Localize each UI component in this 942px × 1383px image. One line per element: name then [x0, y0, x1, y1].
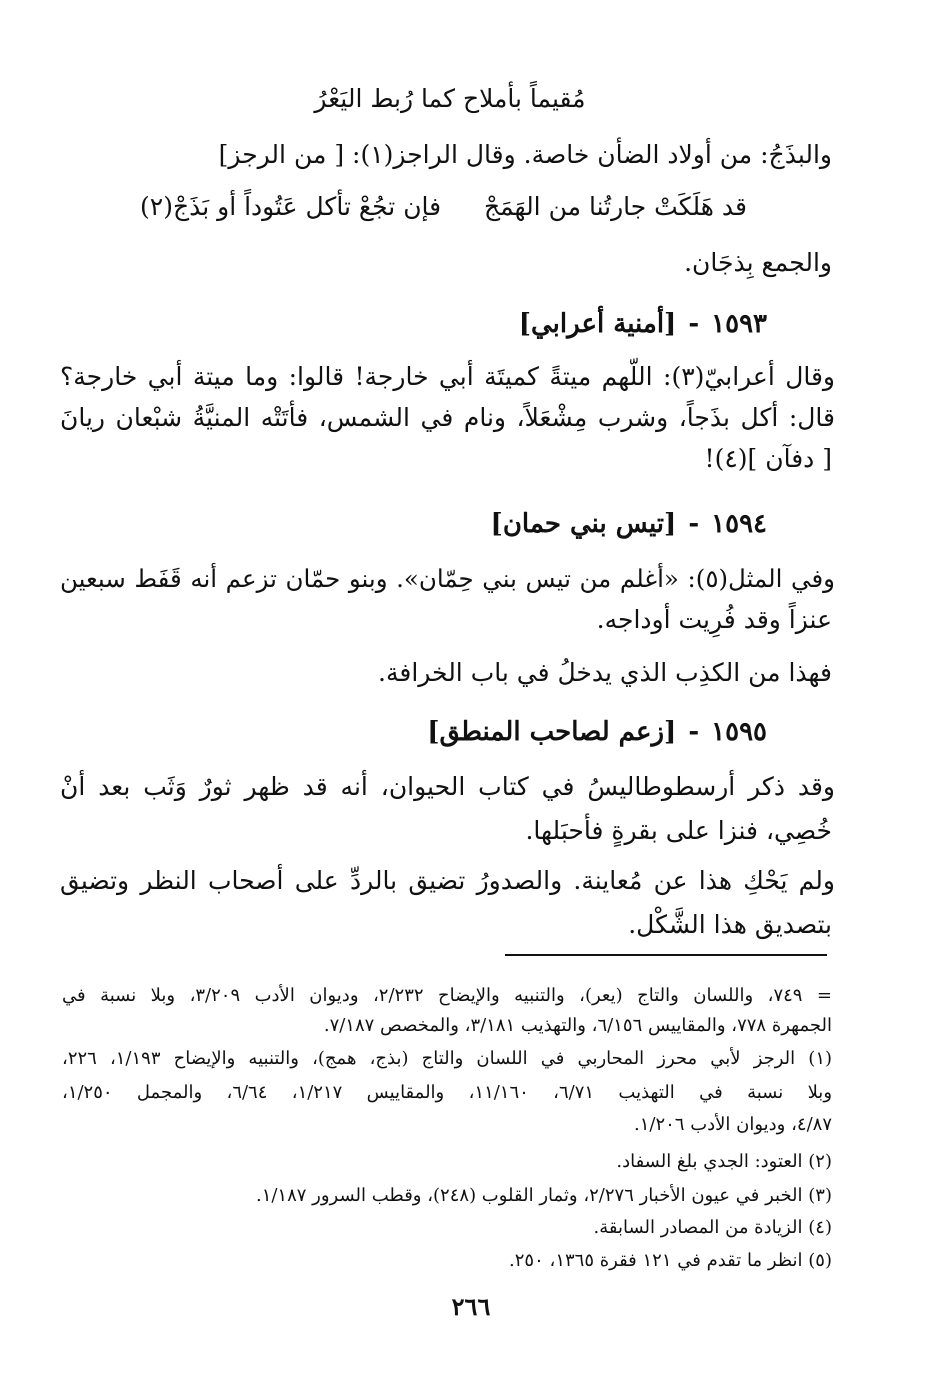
paragraph-line: ولم يَحْكِ هذا عن مُعاينة. والصدورُ تضيق بالردِّ على أصحاب النظر وتضيق: [60, 866, 835, 895]
section-title: [أمنية أعرابي]: [518, 309, 677, 339]
section-dash: -: [688, 309, 700, 339]
paragraph-line: وفي المثل(٥): «أغلم من تيس بني حِمّان». وبنو حمّان تزعم أنه قَفَط سبعين: [60, 564, 835, 593]
paragraph-line: عنزاً وقد فُرِيت أوداجه.: [596, 605, 832, 634]
section-title: [زعم لصاحب المنطق]: [427, 717, 677, 747]
footnote-line: (٥) انظر ما تقدم في ١٢١ فقرة ١٣٦٥، ٢٥٠.: [509, 1250, 832, 1271]
footnote-line: ٤/٨٧، وديوان الأدب ١/٢٠٦.: [633, 1114, 832, 1135]
verse-hemistich-first: قد هَلَكَتْ جارتُنا من الهَمَجْ: [483, 192, 747, 221]
paragraph-line: خُصِي، فنزا على بقرةٍ فأحبَلها.: [525, 816, 832, 845]
paragraph-line: فهذا من الكذِب الذي يدخلُ في باب الخرافة.: [378, 658, 832, 687]
section-number: ١٥٩٥: [711, 717, 767, 747]
section-dash: -: [688, 509, 700, 539]
section-number: ١٥٩٤: [711, 509, 767, 539]
footnote-line: (١) الرجز لأبي محرز المحاربي في اللسان والتاج (بذج، همج)، والتنبيه والإيضاح ١/١٩٣، ٢٢٦،: [62, 1048, 833, 1069]
footnote-line: = ٧٤٩، واللسان والتاج (يعر)، والتنبيه والإيضاح ٢/٢٣٢، وديوان الأدب ٣/٢٠٩، وبلا نسبة في: [62, 985, 832, 1006]
paragraph-line: والبذَجُ: من أولاد الضأن خاصة. وقال الراجز(١): [ من الرجز]: [218, 140, 832, 169]
paragraph-line: وقد ذكر أرسطوطاليسُ في كتاب الحيوان، أنه قد ظهر ثورٌ وَثَب بعد أنْ: [60, 772, 835, 801]
paragraph-line: قال: أكل بذَجاً، وشرب مِشْعَلاً، ونام في الشمس، فأتَتْه المنيَّةُ شبْعان ريانَ: [60, 403, 835, 432]
paragraph-line: [ دفآن ](٤)!: [704, 444, 832, 473]
section-heading: [519, 306, 767, 342]
section-heading: [491, 506, 767, 542]
section-number: ١٥٩٣: [711, 309, 767, 339]
verse-hemistich-second: فإن تجُعْ تأكل عَتُوداً أو بَذَجْ(٢): [140, 192, 442, 221]
paragraph-line: والجمع بِذجَان.: [684, 248, 832, 277]
footnote-line: (٤) الزيادة من المصادر السابقة.: [593, 1217, 832, 1238]
section-heading: [427, 714, 767, 750]
paragraph-line: بتصديق هذا الشَّكْل.: [628, 910, 832, 939]
section-title: [تيس بني حمان]: [490, 509, 677, 539]
footnote-line: (٣) الخبر في عيون الأخبار ٢/٢٧٦، وثمار القلوب (٢٤٨)، وقطب السرور ١/١٨٧.: [255, 1185, 832, 1206]
footnote-line: الجمهرة ٧٧٨، والمقاييس ٦/١٥٦، والتهذيب ٣/١٨١، والمخصص ٧/١٨٧.: [323, 1015, 832, 1036]
footnote-line: (٢) العتود: الجدي بلغ السفاد.: [616, 1151, 832, 1172]
footnote-line: وبلا نسبة في التهذيب ٦/٧١، ١١/١٦٠، والمقاييس ١/٢١٧، ٦/٦٤، والمجمل ١/٢٥٠،: [62, 1082, 833, 1103]
page-number: ٢٦٦: [451, 1292, 491, 1321]
section-dash: -: [688, 717, 700, 747]
verse-line: مُقيماً بأملاح كما رُبط اليَعْرُ: [314, 84, 586, 113]
paragraph-line: وقال أعرابيّ(٣): اللّهم ميتةً كميتَة أبي خارجة! قالوا: وما ميتة أبي خارجة؟: [60, 362, 836, 391]
footnote-separator: [505, 954, 827, 956]
